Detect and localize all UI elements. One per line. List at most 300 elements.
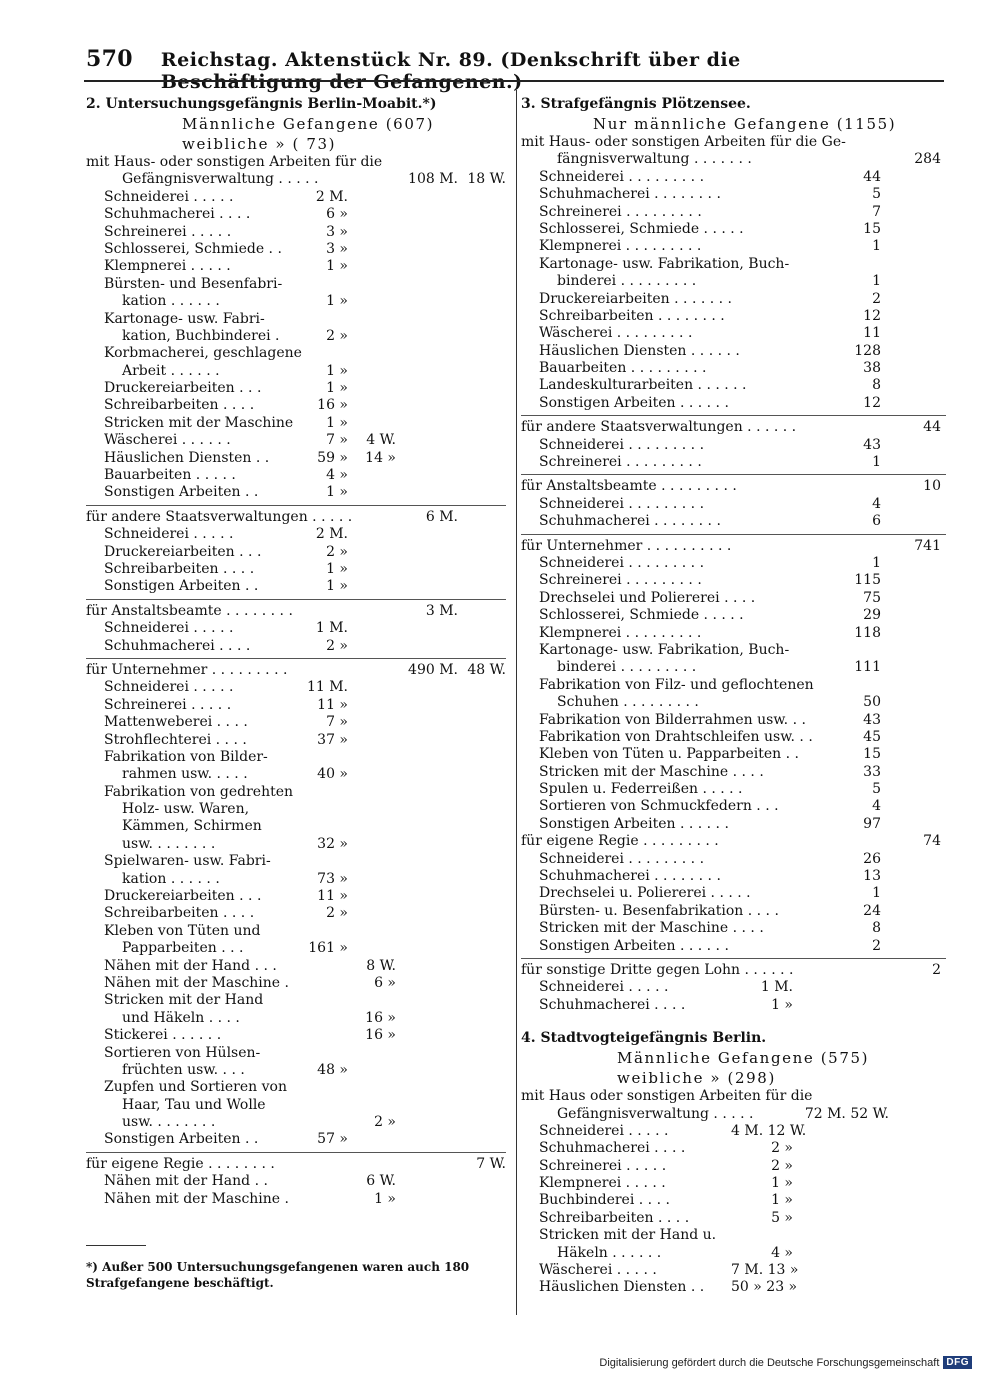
- row-value: 16 »: [365, 1027, 396, 1044]
- table-row: [521, 343, 946, 360]
- row-value: 15: [863, 220, 881, 237]
- row-label: Holz- usw. Waren,: [122, 801, 250, 818]
- row-value: 97: [863, 815, 881, 832]
- row-label: Bauarbeiten . . . . . . . . .: [539, 360, 707, 377]
- row-label: Zupfen und Sortieren von: [104, 1079, 287, 1096]
- row-value: 11 »: [317, 888, 348, 905]
- row-label: Häuslichen Diensten . .: [104, 449, 270, 466]
- row-label: kation . . . . . .: [122, 870, 220, 887]
- row-value: 16 »: [365, 1009, 396, 1026]
- row-value: 7 »: [326, 432, 348, 449]
- row-label: Druckereiarbeiten . . .: [104, 380, 262, 397]
- row-value: 26: [863, 850, 881, 867]
- row-label: Schreinerei . . . . . . . . .: [539, 454, 702, 471]
- row-value: 1 M.: [315, 620, 348, 637]
- row-label: Korbmacherei, geschlagene: [104, 345, 302, 362]
- table-row: [521, 798, 946, 815]
- row-value: 33: [863, 763, 881, 780]
- row-label: Schreibarbeiten . . . .: [104, 905, 255, 922]
- row-label: binderei . . . . . . . . .: [557, 273, 697, 290]
- section-title: 2. Untersuchungsgefängnis Berlin-Moabit.*): [86, 96, 437, 112]
- table-row: [521, 1245, 946, 1262]
- row-label: Kleben von Tüten und: [104, 922, 261, 939]
- row-value: 4: [872, 495, 881, 512]
- row-label: rahmen usw. . . . .: [122, 766, 248, 783]
- row-value: 1 »: [771, 1192, 793, 1209]
- row-value: 4 »: [771, 1244, 793, 1261]
- row-value: 2 M.: [315, 188, 348, 205]
- row-value: 2 »: [326, 327, 348, 344]
- table-row: [86, 714, 506, 731]
- row-value: 12: [863, 307, 881, 324]
- male-count: Nur männliche Gefangene (1155): [593, 115, 897, 133]
- row-label: Fabrikation von Bilder-: [104, 748, 268, 765]
- female-count: weibliche » (298): [617, 1069, 776, 1088]
- table-row: [521, 868, 946, 885]
- table-row: [86, 958, 506, 975]
- credit-text: Digitalisierung gefördert durch die Deutsche Forschungsgemeinschaft: [599, 1356, 940, 1369]
- row-value: 24: [863, 902, 881, 919]
- row-label: für andere Staatsverwaltungen . . . . .: [86, 508, 353, 525]
- row-label: für Unternehmer . . . . . . . . . .: [521, 537, 732, 554]
- row-value: 3 M.: [425, 602, 458, 619]
- row-label: Druckereiarbeiten . . .: [104, 543, 262, 560]
- row-label: Stricken mit der Maschine . . . .: [539, 763, 764, 780]
- row-value: 4 W.: [366, 432, 396, 449]
- footnote: *) Außer 500 Untersuchungsgefangenen waren auch 180 Strafgefangene beschäftigt.: [86, 1260, 470, 1290]
- row-label: Strohflechterei . . . .: [104, 731, 247, 748]
- row-label: Schreibarbeiten . . . . . . . .: [539, 307, 725, 324]
- table-row: [86, 578, 506, 595]
- row-label: kation, Buchbinderei .: [122, 327, 280, 344]
- row-value: 6: [872, 513, 881, 530]
- row-label: Stricken mit der Maschine . . . .: [539, 920, 764, 937]
- row-label: Klempnerei . . . . . . . . .: [539, 624, 702, 641]
- row-value: 4 M. 12 W.: [731, 1122, 807, 1139]
- table-row: [521, 572, 946, 589]
- row-value: 11 »: [317, 696, 348, 713]
- table-row: [521, 659, 946, 676]
- row-label: Schneiderei . . . . .: [104, 620, 234, 637]
- table-row: [86, 526, 506, 543]
- row-label: Nähen mit der Hand . .: [104, 1173, 268, 1190]
- table-row: [86, 749, 506, 766]
- table-row: [86, 224, 506, 241]
- row-label: Wäscherei . . . . .: [539, 1262, 657, 1279]
- table-row: [86, 484, 506, 501]
- table-row: [86, 189, 506, 206]
- table-row: [86, 1173, 506, 1190]
- table-row: [86, 432, 506, 449]
- row-label: Fabrikation von Bilderrahmen usw. . .: [539, 711, 806, 728]
- row-label: Arbeit . . . . . .: [122, 362, 220, 379]
- row-value: 14 »: [365, 449, 396, 466]
- row-label: Sortieren von Hülsen-: [104, 1044, 261, 1061]
- row-value: 2 M.: [315, 526, 348, 543]
- row-label: für eigene Regie . . . . . . . . .: [521, 833, 719, 850]
- table-row: [521, 1140, 946, 1157]
- table-row: [86, 638, 506, 655]
- row-label: Landeskulturarbeiten . . . . . .: [539, 377, 747, 394]
- row-label: Druckereiarbeiten . . .: [104, 888, 262, 905]
- row-label: Schreinerei . . . . . . . . .: [539, 203, 702, 220]
- row-value: 1 »: [771, 996, 793, 1013]
- table-row: [521, 694, 946, 711]
- row-label: Drechselei und Poliererei . . . .: [539, 589, 756, 606]
- row-label: Kartonage- usw. Fabrikation, Buch-: [539, 255, 790, 272]
- section-title: 3. Strafgefängnis Plötzensee.: [521, 96, 751, 112]
- section-separator: [86, 599, 506, 600]
- table-row: [521, 962, 946, 979]
- table-row: [521, 360, 946, 377]
- table-row: [86, 415, 506, 432]
- table-row: [86, 620, 506, 637]
- table-row: [86, 1062, 506, 1079]
- row-value: 4: [872, 798, 881, 815]
- row-label: Stricken mit der Hand: [104, 992, 264, 1009]
- row-label: Schuhmacherei . . . . . . . .: [539, 868, 721, 885]
- row-label: Nähen mit der Hand . . .: [104, 957, 277, 974]
- table-row: [521, 1279, 946, 1296]
- row-label: Kämmen, Schirmen: [122, 818, 262, 835]
- table-row: [521, 1210, 946, 1227]
- row-value: 37 »: [317, 731, 348, 748]
- row-label: für Unternehmer . . . . . . . . .: [86, 661, 288, 678]
- table-row: [521, 1088, 946, 1105]
- row-label: Sonstigen Arbeiten . . . . . .: [539, 815, 729, 832]
- row-value: 115: [854, 572, 881, 589]
- section-separator: [521, 474, 946, 475]
- row-label: Stricken mit der Maschine: [104, 414, 294, 431]
- table-row: [86, 923, 506, 940]
- table-row: [86, 311, 506, 328]
- table-row: [521, 885, 946, 902]
- row-label: für Anstaltsbeamte . . . . . . . . .: [521, 478, 737, 495]
- table-row: [86, 345, 506, 362]
- row-label: Schreinerei . . . . . . . . .: [539, 572, 702, 589]
- table-row: [86, 1156, 506, 1173]
- row-label: Kleben von Tüten u. Papparbeiten . .: [539, 746, 799, 763]
- table-row: [86, 380, 506, 397]
- table-row: [86, 853, 506, 870]
- row-value: 38: [863, 360, 881, 377]
- table-row: [521, 607, 946, 624]
- row-label: Fabrikation von Drahtschleifen usw. . .: [539, 728, 813, 745]
- row-value: 5: [872, 186, 881, 203]
- row-label: Schuhen . . . . . . . . .: [557, 694, 699, 711]
- section-separator: [86, 1152, 506, 1153]
- row-label: Kartonage- usw. Fabri-: [104, 310, 265, 327]
- table-row: [521, 325, 946, 342]
- table-row: [521, 1175, 946, 1192]
- row-value: 1 M.: [760, 979, 793, 996]
- row-label: Schneiderei . . . . .: [104, 679, 234, 696]
- row-label: Spielwaren- usw. Fabri-: [104, 853, 271, 870]
- row-value: 15: [863, 746, 881, 763]
- table-row: [521, 478, 946, 495]
- table-row: [521, 538, 946, 555]
- table-row: [86, 603, 506, 620]
- running-title: Reichstag. Aktenstück Nr. 89. (Denkschrift über die Beschäftigung der Gefangenen.): [160, 49, 741, 93]
- row-value: 57 »: [317, 1131, 348, 1148]
- section-separator: [86, 658, 506, 659]
- row-label: Druckereiarbeiten . . . . . . .: [539, 290, 732, 307]
- table-row: [86, 1097, 506, 1114]
- row-label: Klempnerei . . . . . . . . .: [539, 238, 702, 255]
- row-value: 128: [854, 342, 881, 359]
- row-label: Schneiderei . . . . .: [539, 1122, 669, 1139]
- left-table: [86, 154, 506, 1208]
- row-value: 1 »: [326, 380, 348, 397]
- row-value: 7 »: [326, 714, 348, 731]
- table-row: [86, 363, 506, 380]
- table-row: [521, 238, 946, 255]
- row-value: 5: [872, 781, 881, 798]
- row-value: 1: [872, 454, 881, 471]
- row-value: 108 M.: [408, 171, 458, 188]
- table-row: [521, 746, 946, 763]
- table-row: [86, 397, 506, 414]
- row-label: kation . . . . . .: [122, 293, 220, 310]
- row-value: 1 »: [326, 258, 348, 275]
- row-label: Drechselei u. Poliererei . . . . .: [539, 885, 751, 902]
- row-label: Bauarbeiten . . . . .: [104, 467, 236, 484]
- table-row: [521, 903, 946, 920]
- row-value: 4 »: [326, 467, 348, 484]
- row-label: binderei . . . . . . . . .: [557, 659, 697, 676]
- table-row: [86, 732, 506, 749]
- row-label: Schuhmacherei . . . .: [539, 1140, 686, 1157]
- row-value: 50 » 23 »: [731, 1279, 798, 1296]
- table-row: [86, 544, 506, 561]
- row-value: 10: [923, 478, 941, 495]
- page-number: 570: [86, 46, 133, 72]
- row-label: Häuslichen Diensten . .: [539, 1279, 705, 1296]
- row-value: 48 W.: [467, 661, 506, 678]
- row-value: 161 »: [308, 940, 348, 957]
- table-row: [521, 979, 946, 996]
- page-header: [86, 46, 866, 93]
- table-row: [86, 992, 506, 1009]
- header-rule: [84, 80, 944, 82]
- row-label: für andere Staatsverwaltungen . . . . . .: [521, 419, 797, 436]
- row-value: 12: [863, 394, 881, 411]
- table-row: [521, 1123, 946, 1140]
- female-count: weibliche » ( 73): [182, 135, 337, 153]
- table-row: [521, 291, 946, 308]
- table-row: [521, 1192, 946, 1209]
- row-label: Sonstigen Arbeiten . .: [104, 484, 259, 501]
- row-value: 45: [863, 728, 881, 745]
- row-label: Schneiderei . . . . .: [104, 188, 234, 205]
- section-separator: [521, 534, 946, 535]
- row-value: 2: [872, 290, 881, 307]
- right-table-stadtvogtei: [521, 1088, 946, 1297]
- table-row: [521, 642, 946, 659]
- table-row: [521, 677, 946, 694]
- table-row: [86, 1010, 506, 1027]
- section-separator: [521, 958, 946, 959]
- row-value: 1 »: [326, 414, 348, 431]
- table-row: [521, 1262, 946, 1279]
- table-row: [86, 241, 506, 258]
- table-row: [521, 555, 946, 572]
- row-value: 44: [863, 168, 881, 185]
- row-value: 1 »: [326, 560, 348, 577]
- digitization-credit: [599, 1356, 972, 1369]
- row-label: für sonstige Dritte gegen Lohn . . . . . .: [521, 961, 794, 978]
- table-row: [86, 1191, 506, 1208]
- table-row: [86, 888, 506, 905]
- table-row: [86, 450, 506, 467]
- left-column: [86, 94, 506, 1208]
- row-label: Schreibarbeiten . . . .: [539, 1209, 690, 1226]
- table-row: [521, 454, 946, 471]
- table-row: [521, 920, 946, 937]
- row-value: 44: [923, 419, 941, 436]
- row-label: Bürsten- und Besenfabri-: [104, 275, 283, 292]
- row-label: Stickerei . . . . . .: [104, 1027, 222, 1044]
- table-row: [521, 377, 946, 394]
- table-row: [86, 1114, 506, 1131]
- table-row: [521, 273, 946, 290]
- row-value: 29: [863, 607, 881, 624]
- row-value: 8: [872, 920, 881, 937]
- table-row: [521, 395, 946, 412]
- row-value: 8: [872, 377, 881, 394]
- table-row: [521, 513, 946, 530]
- row-label: usw. . . . . . . .: [122, 1114, 216, 1131]
- footnote-rule: [86, 1245, 146, 1246]
- table-row: [86, 766, 506, 783]
- row-label: Kartonage- usw. Fabrikation, Buch-: [539, 641, 790, 658]
- table-row: [86, 154, 506, 171]
- row-value: 1 »: [326, 362, 348, 379]
- table-row: [86, 328, 506, 345]
- table-row: [521, 590, 946, 607]
- row-label: Mattenweberei . . . .: [104, 714, 248, 731]
- row-value: 2: [932, 961, 941, 978]
- row-value: 1: [872, 273, 881, 290]
- row-value: 118: [854, 624, 881, 641]
- row-label: mit Haus- oder sonstigen Arbeiten für die: [86, 154, 383, 170]
- section-separator: [521, 415, 946, 416]
- dfg-logo: DFG: [943, 1356, 972, 1369]
- row-value: 43: [863, 711, 881, 728]
- row-label: Schlosserei, Schmiede . . . . .: [539, 607, 744, 624]
- row-label: Schneiderei . . . . . . . . .: [539, 436, 705, 453]
- table-row: [86, 871, 506, 888]
- row-value: 1: [872, 554, 881, 571]
- table-row: [521, 169, 946, 186]
- row-label: Papparbeiten . . .: [122, 940, 244, 957]
- row-value: 50: [863, 694, 881, 711]
- table-row: [521, 1227, 946, 1244]
- row-label: Sonstigen Arbeiten . .: [104, 578, 259, 595]
- row-value: 13: [863, 868, 881, 885]
- row-label: Fabrikation von Filz- und geflochtenen: [539, 676, 814, 693]
- table-row: [86, 940, 506, 957]
- row-label: Spulen u. Federreißen . . . . .: [539, 781, 743, 798]
- right-column: [521, 94, 946, 1297]
- table-row: [521, 851, 946, 868]
- row-label: Schlosserei, Schmiede . .: [104, 240, 282, 257]
- right-table-plotzensee: [521, 134, 946, 1014]
- row-value: 59 »: [317, 449, 348, 466]
- row-value: 7 W.: [476, 1155, 506, 1172]
- table-row: [521, 729, 946, 746]
- row-label: Stricken mit der Hand u.: [539, 1227, 717, 1244]
- table-row: [86, 467, 506, 484]
- row-label: Schuhmacherei . . . . . . . .: [539, 186, 721, 203]
- table-row: [86, 509, 506, 526]
- table-row: [521, 496, 946, 513]
- table-row: [86, 1079, 506, 1096]
- row-value: 6 »: [326, 206, 348, 223]
- section-title: 4. Stadtvogteigefängnis Berlin.: [521, 1030, 767, 1047]
- row-value: 490 M.: [408, 661, 458, 678]
- table-row: [86, 975, 506, 992]
- row-label: Schuhmacherei . . . .: [539, 996, 686, 1013]
- row-label: Nähen mit der Maschine .: [104, 1190, 289, 1207]
- row-label: Nähen mit der Maschine .: [104, 974, 289, 991]
- row-value: 2 »: [771, 1157, 793, 1174]
- row-label: Sonstigen Arbeiten . . . . . .: [539, 394, 729, 411]
- table-row: [521, 625, 946, 642]
- table-row: [521, 256, 946, 273]
- row-label: Schreibarbeiten . . . .: [104, 560, 255, 577]
- row-value: 1 »: [771, 1175, 793, 1192]
- table-row: [521, 134, 946, 151]
- table-row: [521, 151, 946, 168]
- table-row: [86, 836, 506, 853]
- row-value: 1 »: [374, 1190, 396, 1207]
- table-row: [86, 818, 506, 835]
- row-label: Wäscherei . . . . . .: [104, 432, 231, 449]
- row-value: 75: [863, 589, 881, 606]
- row-label: Schlosserei, Schmiede . . . . .: [539, 220, 744, 237]
- table-row: [86, 293, 506, 310]
- row-label: Sortieren von Schmuckfedern . . .: [539, 798, 779, 815]
- row-label: Schreibarbeiten . . . .: [104, 397, 255, 414]
- row-label: Sonstigen Arbeiten . . . . . .: [539, 937, 729, 954]
- table-row: [521, 1158, 946, 1175]
- row-value: 1: [872, 238, 881, 255]
- male-count: Männliche Gefangene (607): [182, 115, 435, 133]
- row-value: 6 M.: [425, 508, 458, 525]
- row-value: 2: [872, 937, 881, 954]
- row-label: Bürsten- u. Besenfabrikation . . . .: [539, 902, 779, 919]
- row-label: mit Haus oder sonstigen Arbeiten für die: [521, 1088, 813, 1105]
- row-label: Schneiderei . . . . . . . . .: [539, 850, 705, 867]
- row-value: 111: [854, 659, 881, 676]
- row-label: und Häkeln . . . .: [122, 1009, 240, 1026]
- table-row: [86, 258, 506, 275]
- row-value: 1 »: [326, 293, 348, 310]
- table-row: [521, 1106, 946, 1123]
- row-label: Schneiderei . . . . .: [539, 979, 669, 996]
- table-row: [86, 697, 506, 714]
- table-row: [86, 679, 506, 696]
- row-value: 1 »: [326, 484, 348, 501]
- row-value: 1 »: [326, 578, 348, 595]
- column-divider: [516, 90, 517, 1315]
- row-value: 43: [863, 436, 881, 453]
- row-label: usw. . . . . . . .: [122, 835, 216, 852]
- row-label: Schneiderei . . . . .: [104, 526, 234, 543]
- table-row: [86, 206, 506, 223]
- row-label: Schuhmacherei . . . .: [104, 637, 251, 654]
